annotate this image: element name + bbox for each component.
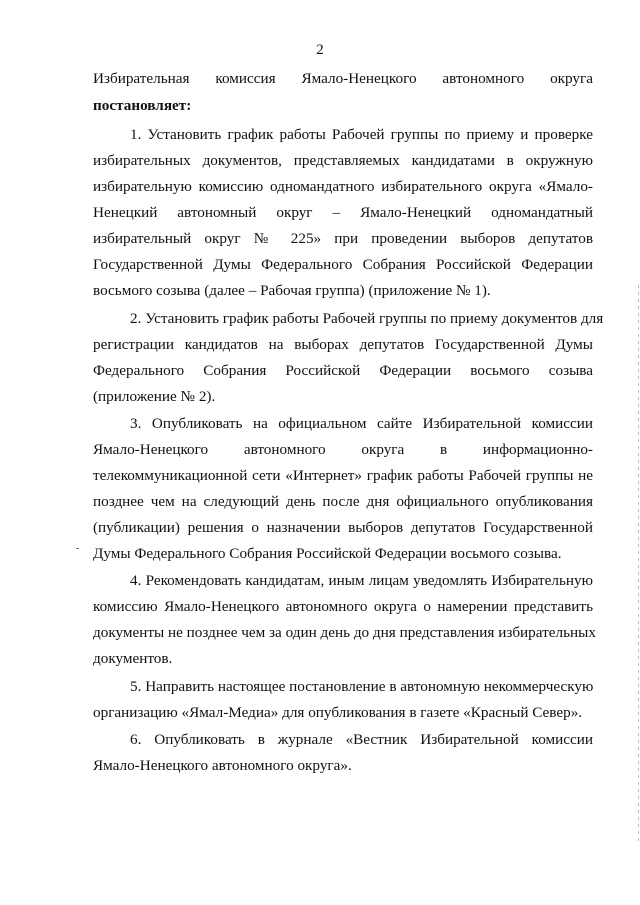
text-line: восьмого созыва (далее – Рабочая группа) (приложение № 1). xyxy=(93,282,491,299)
text-line: 2. Установить график работы Рабочей группы по приему документов для xyxy=(130,310,604,327)
text-line: позднее чем на следующий день после дня официального опубликования xyxy=(93,493,593,510)
text-line: избирательную комиссию одномандатного избирательного округа «Ямало- xyxy=(93,178,593,195)
text-line: избирательный округ № 225» при проведении выборов депутатов xyxy=(93,230,593,247)
page-number: 2 xyxy=(316,42,324,58)
text-line: документов. xyxy=(93,650,173,667)
text-line: комиссию Ямало-Ненецкого автономного округа о намерении представить xyxy=(93,598,593,615)
text-line: Думы Федерального Собрания Российской Федерации восьмого созыва. xyxy=(93,545,562,562)
text-line: 3. Опубликовать на официальном сайте Избирательной комиссии xyxy=(130,415,593,432)
text-line: документы не позднее чем за один день до дня представления избирательных xyxy=(93,624,596,641)
text-line: (приложение № 2). xyxy=(93,388,216,405)
text-line: Государственной Думы Федерального Собрания Российской Федерации xyxy=(93,256,593,273)
scan-edge-mark xyxy=(638,285,639,845)
text-line: 6. Опубликовать в журнале «Вестник Избирательной комиссии xyxy=(130,731,593,748)
text-line: Федерального Собрания Российской Федерации восьмого созыва xyxy=(93,362,593,379)
text-line: Ненецкий автономный округ – Ямало-Ненецкий одномандатный xyxy=(93,204,593,221)
text-line: избирательных документов, представляемых кандидатами в окружную xyxy=(93,152,593,169)
text-line-bold: постановляет: xyxy=(93,97,192,114)
text-line: организацию «Ямал-Медиа» для опубликования в газете «Красный Север». xyxy=(93,704,583,721)
text-line: 1. Установить график работы Рабочей группы по приему и проверке xyxy=(130,126,593,143)
scan-speck xyxy=(76,548,79,549)
text-line: 5. Направить настоящее постановление в автономную некоммерческую xyxy=(130,678,594,695)
text-line: телекоммуникационной сети «Интернет» график работы Рабочей группы не xyxy=(93,467,593,484)
text-line: Ямало-Ненецкого автономного округа в информационно- xyxy=(93,441,593,458)
text-line: регистрации кандидатов на выборах депутатов Государственной Думы xyxy=(93,336,593,353)
text-line: 4. Рекомендовать кандидатам, иным лицам уведомлять Избирательную xyxy=(130,572,593,589)
text-line: (публикации) решения о назначении выборов депутатов Государственной xyxy=(93,519,593,536)
text-line: Избирательная комиссия Ямало-Ненецкого автономного округа xyxy=(93,70,593,87)
text-line: Ямало-Ненецкого автономного округа». xyxy=(93,757,352,774)
